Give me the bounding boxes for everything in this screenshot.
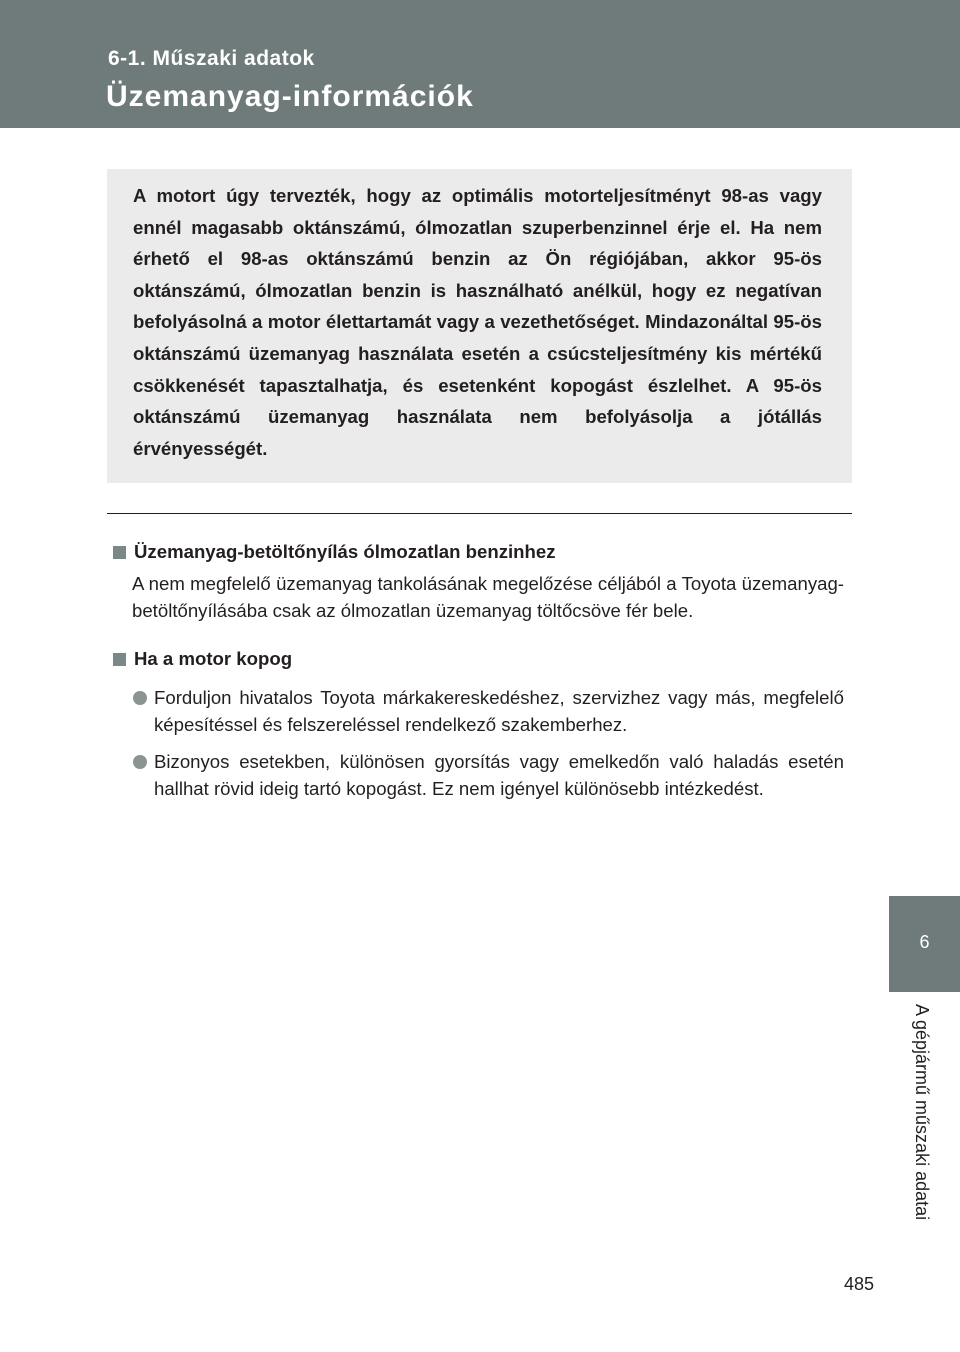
- main-content: [110, 537, 844, 802]
- circle-bullet-icon: [133, 691, 147, 705]
- heading-text: Üzemanyag-betöltőnyílás ólmozatlan benzinhez: [134, 541, 556, 562]
- chapter-number: 6: [919, 932, 930, 952]
- page-title: Üzemanyag-információk: [106, 80, 474, 113]
- heading-text: Ha a motor kopog: [134, 648, 293, 669]
- section-label: 6-1. Műszaki adatok: [108, 47, 315, 70]
- circle-bullet-icon: [133, 755, 147, 769]
- square-bullet-icon: [113, 546, 126, 559]
- intro-box: [107, 169, 852, 483]
- list-item: [132, 748, 844, 802]
- page-header: [0, 0, 960, 128]
- list-item: [132, 684, 844, 738]
- intro-text: A motort úgy tervezték, hogy az optimális motorteljesítményt 98-as vagy ennél magasabb oktánszámú, ólmozatlan szuperbenzinnel érje el. Ha nem érhető el 98-as oktánszámú benzin az Ön régiójában, akkor 95-ös oktánszámú, ólmozatlan benzin is használható anélkül, hogy ez negatívan befolyásolná a motor élettartamát vagy a vezethetőséget. Mindazonáltal 95-ös oktánszámú üzemanyag használata esetén a csúcsteljesítmény kis mértékű csökkenését tapasztalhatja, és esetenként kopogást észlelhet. A 95-ös oktánszámú üzemanyag használata nem befolyásolja a jótállás érvényességét.: [133, 185, 822, 459]
- section-heading-engine-knock: [110, 644, 844, 674]
- page-number: 485: [844, 1274, 875, 1294]
- section-divider: [107, 513, 852, 514]
- square-bullet-icon: [113, 653, 126, 666]
- chapter-tab: [889, 896, 960, 992]
- section-heading-fuel-inlet: [110, 537, 844, 567]
- chapter-title: A gépjármű műszaki adatai: [912, 1004, 932, 1221]
- list-item-text: Forduljon hivatalos Toyota márkakereskedéshez, szervizhez vagy más, megfelelő képesítéssel és felszereléssel rendelkező szakemberhez.: [154, 687, 844, 735]
- fuel-inlet-paragraph: A nem megfelelő üzemanyag tankolásának megelőzése céljából a Toyota üzemanyag-betöltőnyílásába csak az ólmozatlan üzemanyag töltőcsöve fér bele.: [132, 573, 844, 621]
- list-item-text: Bizonyos esetekben, különösen gyorsítás vagy emelkedőn való haladás esetén hallhat rövid ideig tartó kopogást. Ez nem igényel különösebb intézkedést.: [154, 751, 844, 799]
